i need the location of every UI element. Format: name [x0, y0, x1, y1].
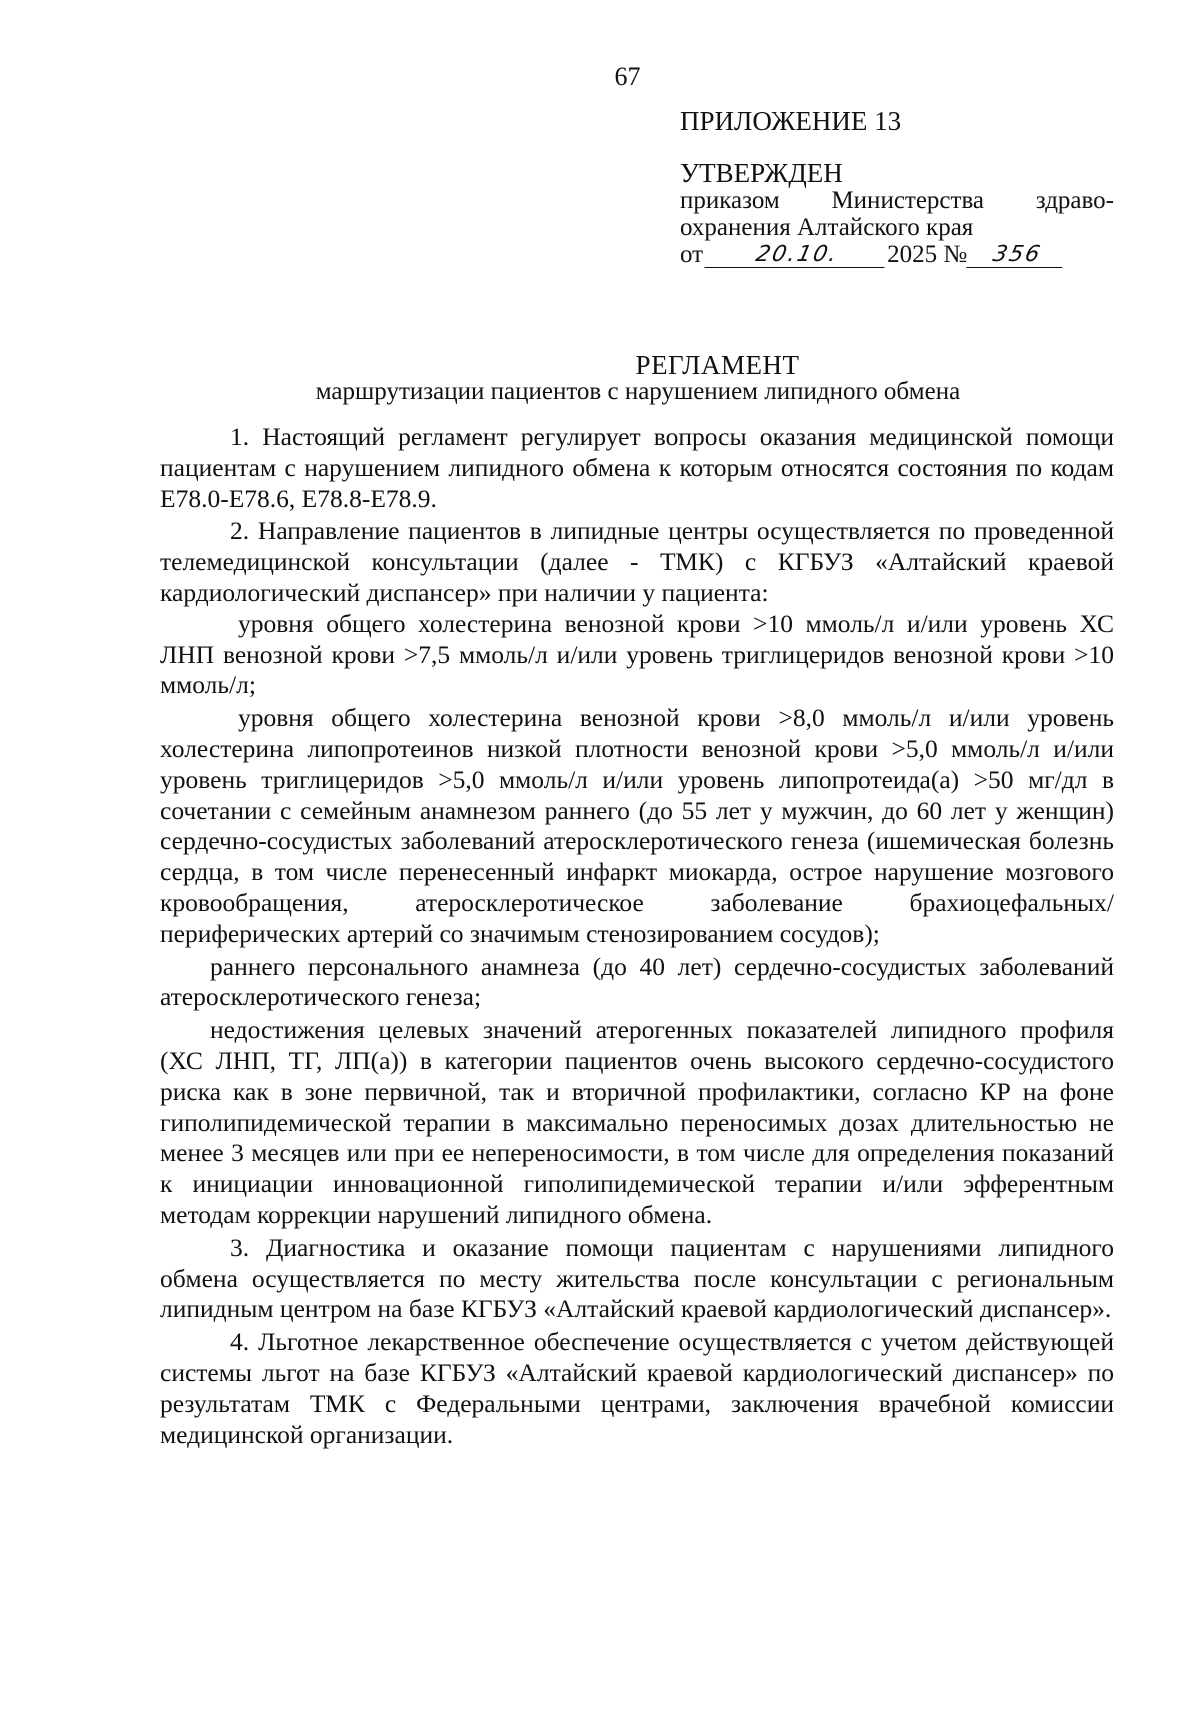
ministry-line: охранения Алтайского края — [680, 214, 974, 241]
handwritten-date: 20.10. — [704, 243, 889, 268]
order-line — [680, 187, 1114, 214]
year-label: 2025 № — [887, 241, 968, 268]
document-subtitle: маршрутизации пациентов с нарушением липидного обмена — [315, 378, 961, 405]
order-word: приказом — [680, 187, 780, 214]
page-number: 67 — [614, 62, 641, 91]
paragraph-3: 3. Диагностика и оказание помощи пациентам с нарушениями липидного обмена осуществляется по месту жительства после консультации с региональным липидным центром на базе КГБУЗ «Алтайский краевой кардиологический диспансер». — [160, 1232, 1114, 1324]
handwritten-number: 356 — [967, 243, 1068, 268]
criterion-2: уровня общего холестерина венозной крови >8,0 ммоль/л и/или уровень холестерина липопротеинов низкой плотности венозной крови >5,0 ммоль/л и/или уровень триглицеридов >5,0 ммоль/л и/или уровень липопротеида(а) >50 мг/дл в сочетании с семейным анамнезом раннего (до 55 лет у мужчин, до 60 лет у женщин) сердечно-сосудистых заболеваний атеросклеротического генеза (ишемическая болезнь сердца, в том числе перенесенный инфаркт миокарда, острое нарушение мозгового кровообращения, атеросклеротическое заболевание брахиоцефальных/ периферических артерий со значимым стенозированием сосудов); — [160, 703, 1114, 948]
paragraph-1: 1. Настоящий регламент регулирует вопросы оказания медицинской помощи пациентам с нарушением липидного обмена к которым относятся состояния по кодам E78.0-E78.6, E78.8-E78.9. — [160, 422, 1114, 513]
paragraph-4: 4. Льготное лекарственное обеспечение осуществляется с учетом действующей системы льгот на базе КГБУЗ «Алтайский краевой кардиологический диспансер» по результатам ТМК с Федеральными центрами, заключения врачебной комиссии медицинской организации. — [160, 1327, 1114, 1449]
annex-label: ПРИЛОЖЕНИЕ 13 — [680, 106, 902, 136]
document-body — [160, 422, 1114, 1450]
from-label: от — [680, 241, 704, 268]
criterion-1: уровня общего холестерина венозной крови >10 ммоль/л и/или уровень ХС ЛНП венозной крови >7,5 ммоль/л и/или уровень триглицеридов венозной крови >10 ммоль/л; — [160, 608, 1114, 700]
ministry-word: Министерства — [831, 187, 985, 214]
criterion-3: раннего персонального анамнеза (до 40 лет) сердечно-сосудистых заболеваний атеросклеротического генеза; — [160, 951, 1114, 1012]
paragraph-2: 2. Направление пациентов в липидные центры осуществляется по проведенной телемедицинской консультации (далее - ТМК) с КГБУЗ «Алтайский краевой кардиологический диспансер» при наличии у пациента: — [160, 516, 1114, 607]
document-title: РЕГЛАМЕНТ — [635, 350, 800, 380]
approval-block — [680, 108, 1114, 268]
health-word: здраво- — [1035, 187, 1114, 214]
date-line — [680, 241, 1114, 268]
criterion-4: недостижения целевых значений атерогенных показателей липидного профиля (ХС ЛНП, ТГ, ЛП(а)) в категории пациентов очень высокого сердечно-сосудистого риска как в зоне первичной, так и вторичной профилактики, согласно КР на фоне гиполипидемической терапии в максимально переносимых дозах длительностью не менее 3 месяцев или при ее непереносимости, в том числе для определения показаний к инициации инновационной гиполипидемической терапии и/или эфферентным методам коррекции нарушений липидного обмена. — [160, 1015, 1114, 1229]
approved-label: УТВЕРЖДЕН — [680, 158, 843, 188]
